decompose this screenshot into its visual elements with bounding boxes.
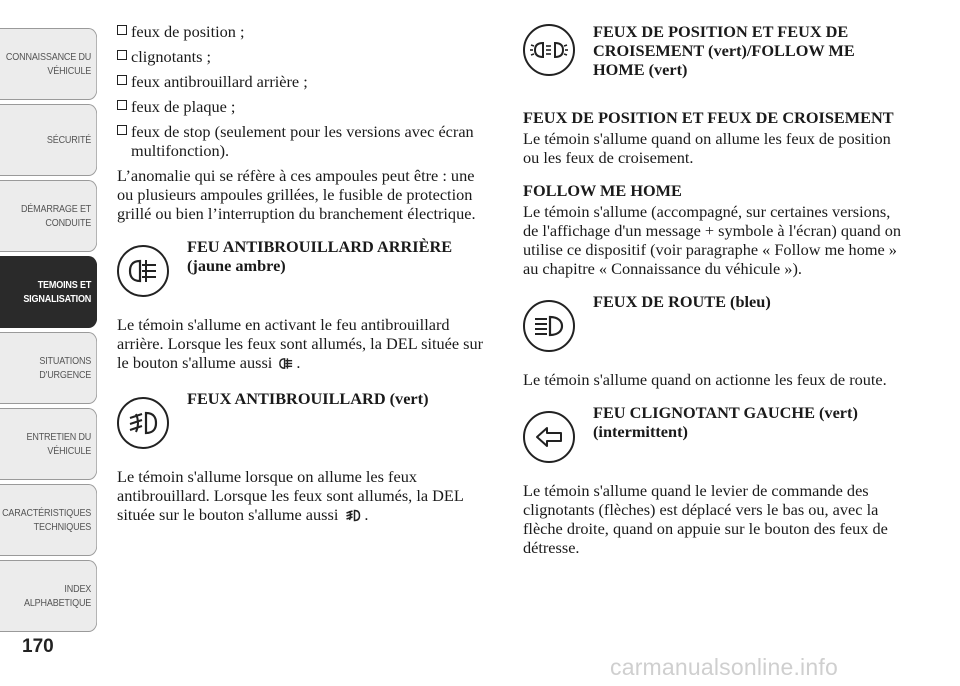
turn-left-heading: FEU CLIGNOTANT GAUCHE (vert) (intermittent) — [593, 403, 858, 441]
position-lights-icon — [523, 24, 575, 76]
rear-fog-heading: FEU ANTIBROUILLARD ARRIÈRE — [187, 237, 453, 256]
tab-demarrage-et-conduite[interactable]: DÉMARRAGE ET CONDUITE — [0, 180, 97, 252]
follow-me-home-subheading: FOLLOW ME HOME — [523, 181, 682, 200]
tab-caracteristiques-techniques[interactable]: CARACTÉRISTIQUES TECHNIQUES — [0, 484, 97, 556]
bullet-item: feux antibrouillard arrière ; — [117, 72, 487, 91]
rear-fog-paragraph: Le témoin s'allume en activant le feu antibrouillard arrière. Lorsque les feux sont allumés, la DEL située sur le bouton s'allume aussi . — [117, 315, 487, 375]
high-beam-paragraph: Le témoin s'allume quand on actionne les feux de route. — [523, 370, 887, 389]
rear-fog-inline-icon — [278, 356, 294, 375]
checkbox-bullet-icon — [117, 50, 127, 60]
front-fog-paragraph: Le témoin s'allume lorsque on allume les feux antibrouillard. Lorsque les feux sont allumés, la DEL située sur le bouton s'allume aussi . — [117, 467, 487, 527]
left-column — [117, 22, 487, 541]
tab-connaissance-du-vehicule[interactable]: CONNAISSANCE DU VÉHICULE — [0, 28, 97, 100]
position-paragraph: Le témoin s'allume quand on allume les feux de position ou les feux de croisement. — [523, 129, 891, 167]
bullet-item: feux de position ; — [117, 22, 487, 41]
tab-situations-durgence[interactable]: SITUATIONS D'URGENCE — [0, 332, 97, 404]
checkbox-bullet-icon — [117, 125, 127, 135]
front-fog-heading: FEUX ANTIBROUILLARD (vert) — [187, 389, 429, 408]
left-turn-arrow-icon — [523, 411, 575, 463]
bullet-item: feux de stop (seulement pour les versions avec écran multifonction). — [117, 122, 487, 160]
bullet-item: clignotants ; — [117, 47, 487, 66]
tab-temoins-et-signalisation[interactable]: TEMOINS ET SIGNALISATION — [0, 256, 97, 328]
checkbox-bullet-icon — [117, 75, 127, 85]
tab-index-alphabetique[interactable]: INDEX ALPHABETIQUE — [0, 560, 97, 632]
front-fog-light-icon — [117, 397, 169, 449]
front-fog-inline-icon — [344, 508, 362, 527]
page-number: 170 — [22, 636, 54, 657]
rear-fog-section — [117, 237, 487, 301]
checkbox-bullet-icon — [117, 100, 127, 110]
position-lights-heading: FEUX DE POSITION ET FEUX DE CROISEMENT (vert)/FOLLOW ME HOME (vert) — [593, 22, 855, 79]
watermark: carmanualsonline.info — [610, 654, 838, 680]
front-fog-section — [117, 389, 487, 453]
position-lights-section — [523, 22, 903, 94]
right-column — [523, 22, 903, 571]
tab-entretien-du-vehicule[interactable]: ENTRETIEN DU VÉHICULE — [0, 408, 97, 480]
follow-me-home-paragraph: Le témoin s'allume (accompagné, sur certaines versions, de l'affichage d'un message + symbole à l'écran) quand on utilise ce dispositif (voir paragraphe « Follow me home » au chapitre « Connaissance du véhicule »). — [523, 202, 901, 278]
high-beam-section — [523, 292, 903, 356]
rear-fog-color: (jaune ambre) — [187, 256, 286, 275]
position-subheading: FEUX DE POSITION ET FEUX DE CROISEMENT — [523, 108, 894, 127]
checkbox-bullet-icon — [117, 25, 127, 35]
high-beam-icon — [523, 300, 575, 352]
bullet-item: feux de plaque ; — [117, 97, 487, 116]
turn-left-paragraph: Le témoin s'allume quand le levier de commande des clignotants (flèches) est déplacé vers le bas ou, avec la flèche droite, quand on appuie sur le bouton des feux de détresse. — [523, 481, 888, 557]
turn-left-section — [523, 403, 903, 467]
rear-fog-light-icon — [117, 245, 169, 297]
high-beam-heading: FEUX DE ROUTE (bleu) — [593, 292, 771, 311]
tab-securite[interactable]: SÉCURITÉ — [0, 104, 97, 176]
anomaly-paragraph: L’anomalie qui se réfère à ces ampoules peut être : une ou plusieurs ampoules grillées, le fusible de protection grillé ou bien l’interruption du branchement électrique. — [117, 166, 476, 223]
